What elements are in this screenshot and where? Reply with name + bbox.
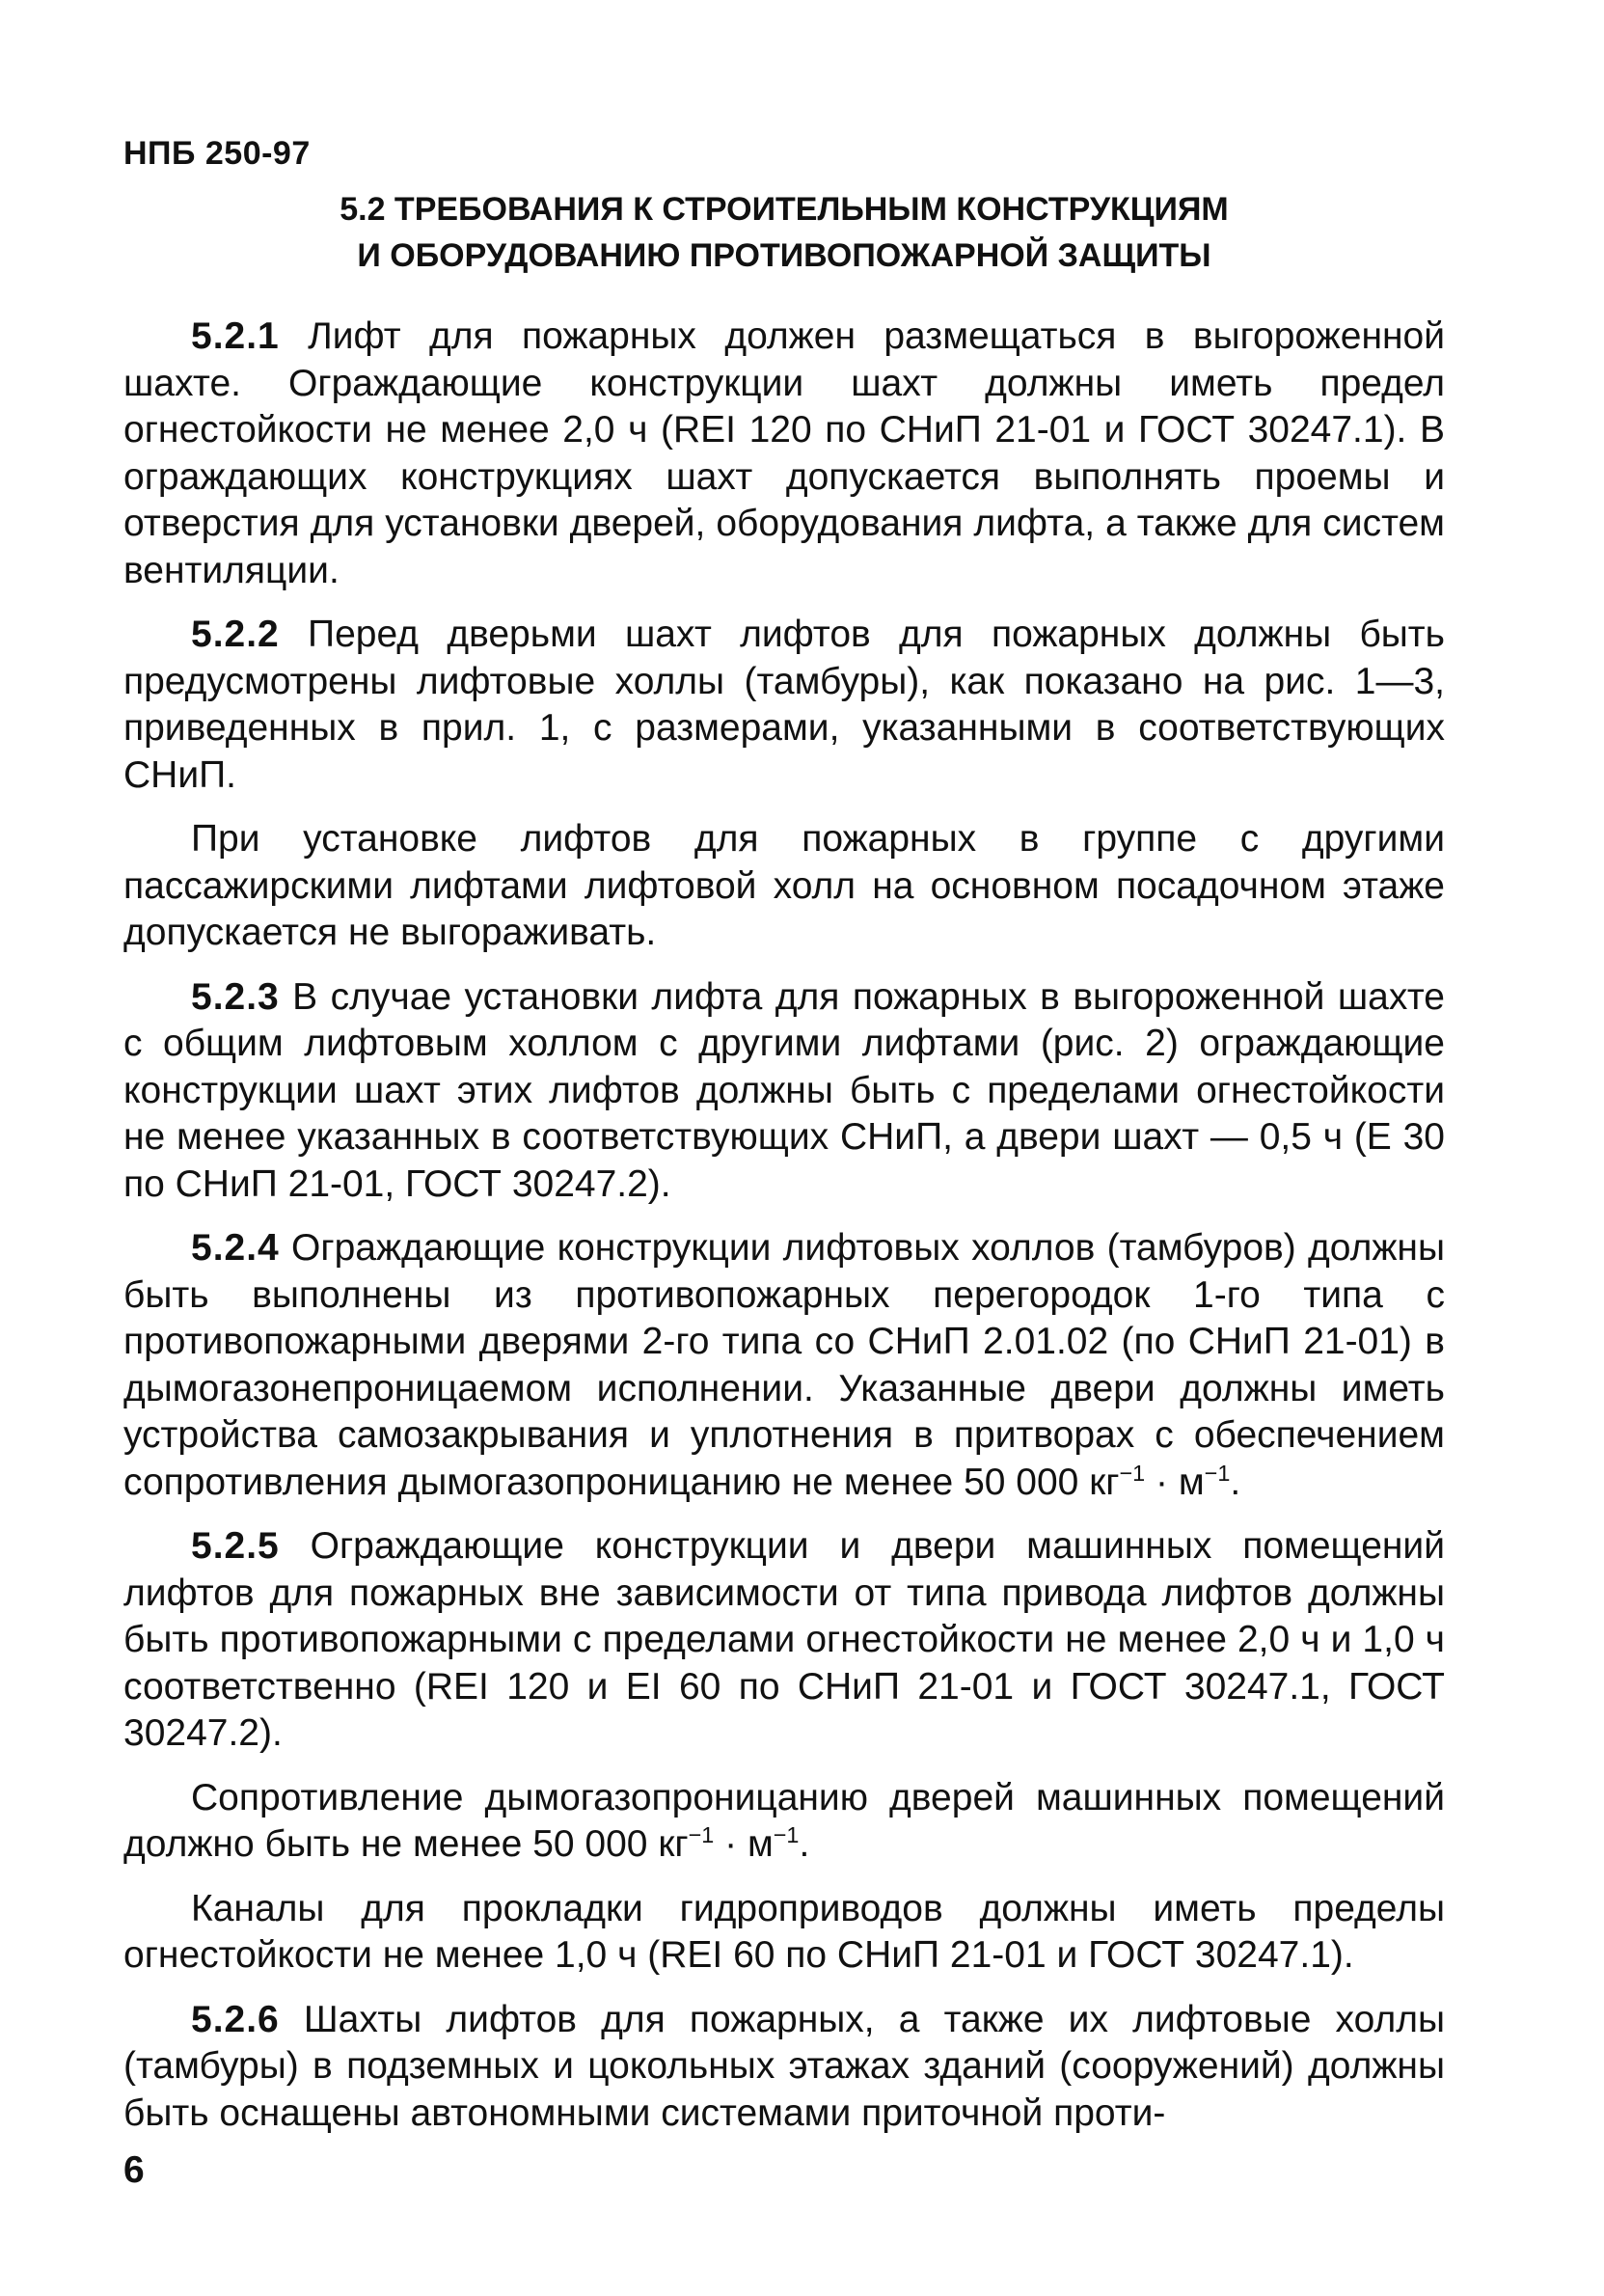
paragraph-5-2-4	[123, 1225, 1445, 1506]
paragraph-text: Лифт для пожарных должен размещаться в выгороженной шахте. Ограждающие конструкции шахт должны иметь предел огнестойкости не менее 2,0 ч (REI 120 по СНиП 21-01 и ГОСТ 30247.1). В ограждающих конструкциях шахт допускается выполнять проемы и отверстия для установки дверей, оборудования лифта, а также для систем вентиляции.	[123, 315, 1445, 591]
paragraph-5-2-5-resistance	[123, 1775, 1445, 1869]
paragraph-5-2-1	[123, 314, 1445, 594]
unit-exponent: −1	[773, 1822, 800, 1847]
section-title-line-1: 5.2 ТРЕБОВАНИЯ К СТРОИТЕЛЬНЫМ КОНСТРУКЦИЯМ	[340, 191, 1229, 228]
page-number: 6	[123, 2149, 145, 2191]
paragraph-text: При установке лифтов для пожарных в группе с другими пассажирскими лифтами лифтовой холл на основном посадочном этаже допускается не выгораживать.	[123, 818, 1445, 953]
clause-number: 5.2.5	[191, 1525, 280, 1567]
paragraph-5-2-5	[123, 1523, 1445, 1758]
paragraph-text: Перед дверьми шахт лифтов для пожарных должны быть предусмотрены лифтовые холлы (тамбуры), как показано на рис. 1—3, приведенных в прил. 1, с размерами, указанными в соответствующих СНиП.	[123, 614, 1445, 796]
unit-exponent: −1	[1119, 1460, 1146, 1486]
paragraph-text: Шахты лифтов для пожарных, а также их лифтовые холлы (тамбуры) в подземных и цокольных этажах зданий (сооружений) должны быть оснащены автономными системами приточной проти-	[123, 1998, 1445, 2134]
paragraph-5-2-2-continued	[123, 816, 1445, 957]
clause-number: 5.2.6	[191, 1998, 280, 2040]
paragraph-text: В случае установки лифта для пожарных в выгороженной шахте с общим лифтовым холлом с другими лифтами (рис. 2) ограждающие конструкции шахт этих лифтов должны быть с пределами огнестойкости не менее указанных в соответствующих СНиП, а двери шахт — 0,5 ч (Е 30 по СНиП 21-01, ГОСТ 30247.2).	[123, 975, 1445, 1205]
document-page	[123, 135, 1445, 2154]
clause-number: 5.2.3	[191, 975, 280, 1018]
paragraph-5-2-2	[123, 612, 1445, 799]
paragraph-text: Сопротивление дымогазопроницанию дверей машинных помещений должно быть не менее 50 000 кг	[123, 1776, 1445, 1865]
paragraph-5-2-6	[123, 1997, 1445, 2138]
paragraph-end: .	[799, 1823, 810, 1865]
paragraph-end: .	[1230, 1461, 1241, 1503]
paragraph-text: Ограждающие конструкции и двери машинных помещений лифтов для пожарных вне зависимости от типа привода лифтов должны быть противопожарными с пределами огнестойкости не менее 2,0 ч и 1,0 ч соответственно (REI 120 и EI 60 по СНиП 21-01 и ГОСТ 30247.1, ГОСТ 30247.2).	[123, 1525, 1445, 1754]
section-title-line-2: И ОБОРУДОВАНИЮ ПРОТИВОПОЖАРНОЙ ЗАЩИТЫ	[357, 237, 1211, 274]
unit-text: · м	[714, 1823, 774, 1865]
paragraph-5-2-3	[123, 974, 1445, 1209]
clause-number: 5.2.4	[191, 1227, 280, 1269]
document-id: НПБ 250-97	[123, 135, 311, 172]
section-title	[123, 186, 1445, 279]
unit-exponent: −1	[1204, 1460, 1231, 1486]
unit-text: · м	[1145, 1461, 1205, 1503]
clause-number: 5.2.1	[191, 315, 280, 357]
paragraph-5-2-5-channels	[123, 1886, 1445, 1980]
clause-number: 5.2.2	[191, 614, 280, 655]
paragraph-text: Каналы для прокладки гидроприводов должны иметь пределы огнестойкости не менее 1,0 ч (REI 60 по СНиП 21-01 и ГОСТ 30247.1).	[123, 1887, 1445, 1976]
unit-exponent: −1	[688, 1822, 715, 1847]
paragraph-text: Ограждающие конструкции лифтовых холлов (тамбуров) должны быть выполнены из противопожарных перегородок 1-го типа с противопожарными дверями 2-го типа со СНиП 2.01.02 (по СНиП 21-01) в дымогазонепроницаемом исполнении. Указанные двери должны иметь устройства самозакрывания и уплотнения в притворах с обеспечением сопротивления дымогазопроницанию не менее 50 000 кг	[123, 1227, 1445, 1503]
